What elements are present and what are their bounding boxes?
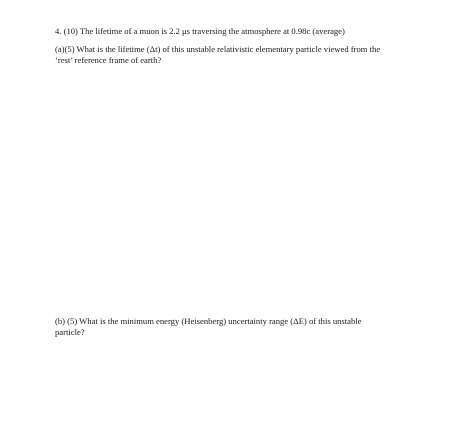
- part-a-question-line-1: (a)(5) What is the lifetime (Δt) of this unstable relativistic elementary particle viewed from the: [55, 44, 381, 54]
- part-b-question-line-1: (b) (5) What is the minimum energy (Heisenberg) uncertainty range (ΔE) of this unstable: [55, 316, 362, 326]
- part-a-question-line-2: ‘rest’ reference frame of earth?: [55, 55, 162, 65]
- part-b-question-line-2: particle?: [55, 327, 85, 337]
- question-title: 4. (10) The lifetime of a muon is 2.2 μs traversing the atmosphere at 0.98c (average): [55, 26, 345, 36]
